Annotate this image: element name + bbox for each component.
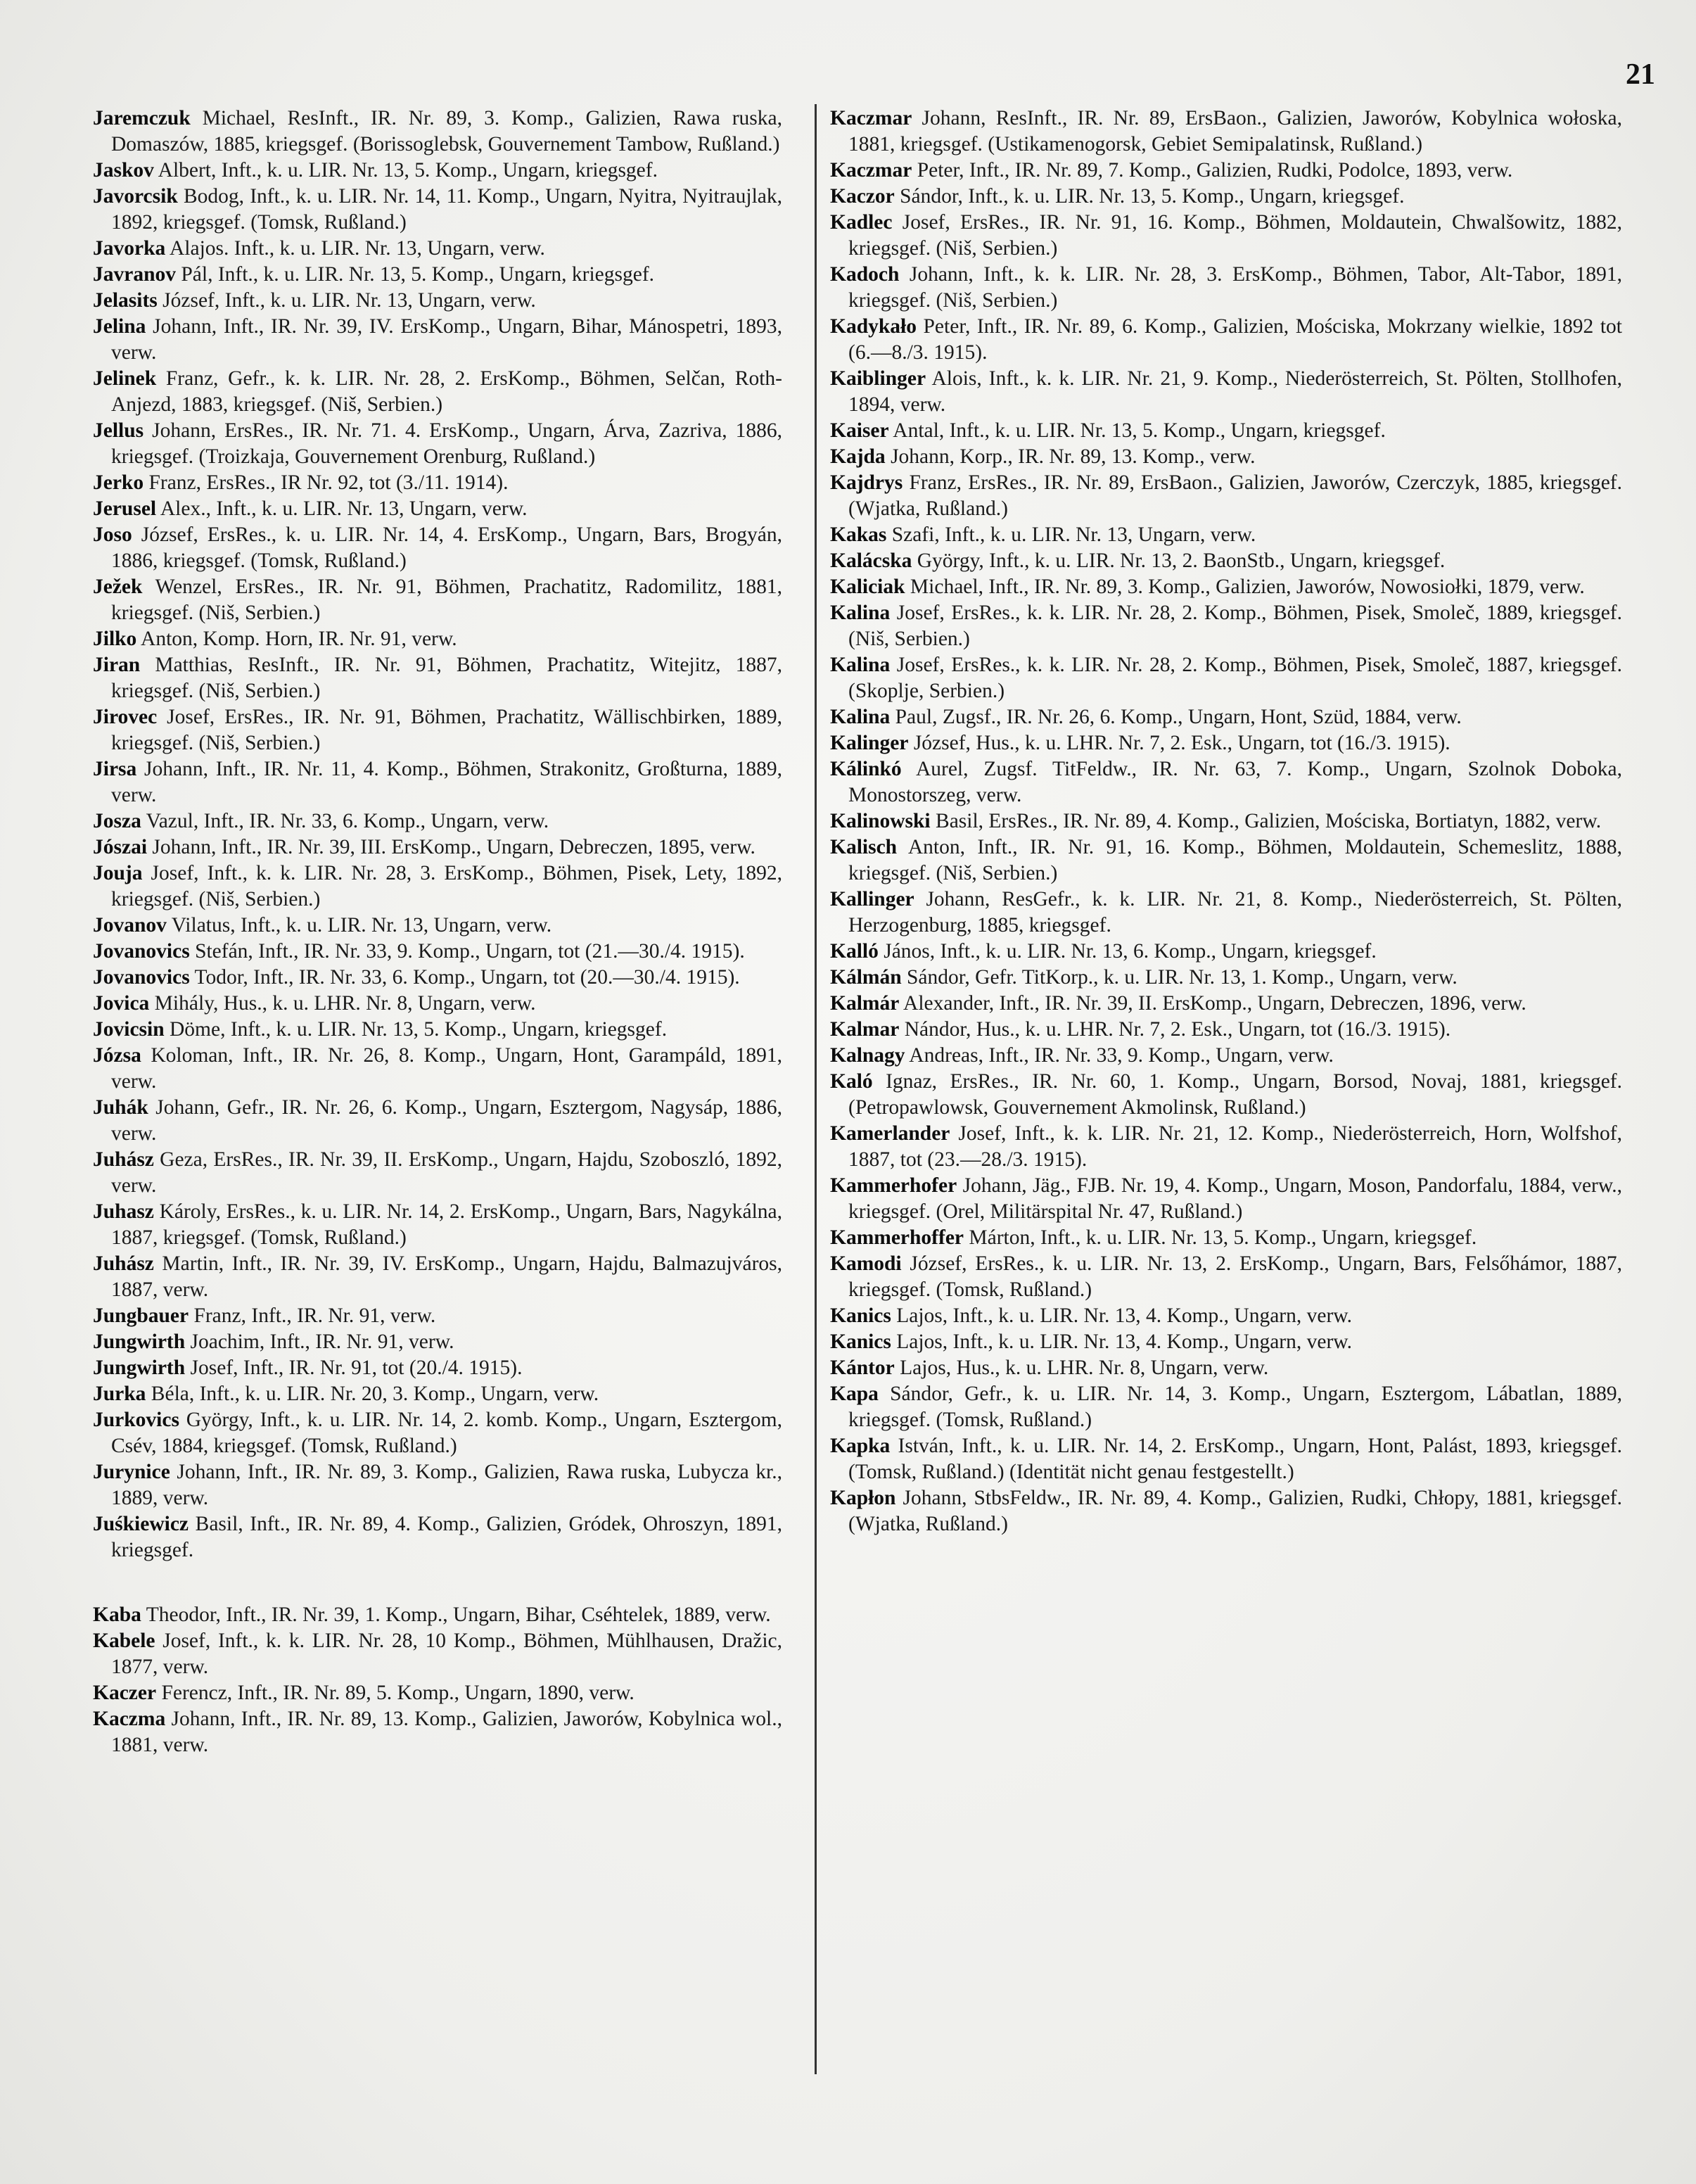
entry-details: Vilatus, Inft., k. u. LIR. Nr. 13, Ungarn, verw. <box>166 914 552 937</box>
column-divider <box>815 104 817 2074</box>
list-entry <box>93 808 782 834</box>
entry-surname: Kántor <box>830 1357 895 1379</box>
entry-surname: Jilko <box>93 628 137 650</box>
entry-details: Anton, Komp. Horn, IR. Nr. 91, verw. <box>136 628 457 650</box>
list-entry <box>830 444 1622 470</box>
entry-details: Károly, ErsRes., k. u. LIR. Nr. 14, 2. ErsKomp., Ungarn, Bars, Nagykálna, 1887, kriegsgef. (Tomsk, Rußland.) <box>111 1200 782 1249</box>
list-entry <box>93 626 782 652</box>
list-entry <box>93 236 782 262</box>
entry-surname: Józsa <box>93 1044 141 1067</box>
list-entry <box>93 574 782 626</box>
entry-surname: Javorcsik <box>93 185 178 208</box>
list-entry <box>93 314 782 366</box>
entry-surname: Kadykało <box>830 315 917 338</box>
entry-details: Alajos. Inft., k. u. LIR. Nr. 13, Ungarn, verw. <box>165 237 545 260</box>
entry-surname: Kalina <box>830 654 891 676</box>
entry-details: Johann, Jäg., FJB. Nr. 19, 4. Komp., Ungarn, Moson, Pandorfalu, 1884, verw., kriegsgef. (Orel, Militärspital Nr. 47, Rußland.) <box>848 1174 1622 1223</box>
list-entry <box>93 1706 782 1758</box>
entry-details: József, ErsRes., k. u. LIR. Nr. 14, 4. ErsKomp., Ungarn, Bars, Brogyán, 1886, kriegsgef. (Tomsk, Rußland.) <box>111 523 782 572</box>
entry-surname: Jurkovics <box>93 1409 179 1431</box>
entry-surname: Kalisch <box>830 836 898 858</box>
right-column <box>830 106 1622 1537</box>
entry-surname: Kammerhofer <box>830 1174 957 1197</box>
entry-details: Peter, Inft., IR. Nr. 89, 7. Komp., Galizien, Rudki, Podolce, 1893, verw. <box>912 159 1513 182</box>
list-entry <box>93 1199 782 1251</box>
entry-details: Sándor, Gefr., k. u. LIR. Nr. 14, 3. Komp., Ungarn, Esztergom, Lábatlan, 1889, kriegsgef. (Tomsk, Rußland.) <box>848 1383 1622 1431</box>
entry-details: Ignaz, ErsRes., IR. Nr. 60, 1. Komp., Ungarn, Borsod, Novaj, 1881, kriegsgef. (Petropawlowsk, Gouvernement Akmolinsk, Rußland.) <box>848 1070 1622 1119</box>
entry-details: Nándor, Hus., k. u. LHR. Nr. 7, 2. Esk., Ungarn, tot (16./3. 1915). <box>899 1018 1451 1041</box>
entry-details: Döme, Inft., k. u. LIR. Nr. 13, 5. Komp., Ungarn, kriegsgef. <box>164 1018 668 1041</box>
list-entry <box>93 1095 782 1147</box>
entry-details: Pál, Inft., k. u. LIR. Nr. 13, 5. Komp., Ungarn, kriegsgef. <box>176 263 655 286</box>
list-entry <box>830 1303 1622 1329</box>
entry-surname: Kapa <box>830 1383 879 1405</box>
list-entry <box>93 1303 782 1329</box>
list-entry <box>830 991 1622 1017</box>
entry-details: Josef, Inft., k. k. LIR. Nr. 21, 12. Komp., Niederösterreich, Horn, Wolfshof, 1887, tot (23.—28./3. 1915). <box>848 1122 1622 1171</box>
entry-details: Johann, Inft., IR. Nr. 89, 3. Komp., Galizien, Rawa ruska, Lubycza kr., 1889, verw. <box>111 1461 782 1509</box>
entry-surname: Kálmán <box>830 966 902 989</box>
list-entry <box>93 158 782 184</box>
entry-details: József, ErsRes., k. u. LIR. Nr. 13, 2. ErsKomp., Ungarn, Bars, Felsőhámor, 1887, kriegsgef. (Tomsk, Rußland.) <box>848 1252 1622 1301</box>
list-entry <box>93 262 782 288</box>
entry-details: Márton, Inft., k. u. LIR. Nr. 13, 5. Komp., Ungarn, kriegsgef. <box>964 1226 1477 1249</box>
entry-details: Sándor, Gefr. TitKorp., k. u. LIR. Nr. 13, 1. Komp., Ungarn, verw. <box>901 966 1458 989</box>
list-entry <box>93 496 782 522</box>
entry-details: Matthias, ResInft., IR. Nr. 91, Böhmen, Prachatitz, Witejitz, 1887, kriegsgef. (Niš, Serbien.) <box>111 654 782 702</box>
entry-details: Theodor, Inft., IR. Nr. 39, 1. Komp., Ungarn, Bihar, Cséhtelek, 1889, verw. <box>141 1604 771 1626</box>
list-entry <box>93 288 782 314</box>
entry-details: István, Inft., k. u. LIR. Nr. 14, 2. ErsKomp., Ungarn, Hont, Palást, 1893, kriegsgef. (Tomsk, Rußland.) (Identität nicht genau festgestellt.) <box>848 1435 1622 1483</box>
entry-surname: Juhász <box>93 1252 154 1275</box>
entry-details: Lajos, Inft., k. u. LIR. Nr. 13, 4. Komp., Ungarn, verw. <box>891 1331 1353 1353</box>
entry-surname: Kálinkó <box>830 758 902 780</box>
entry-surname: Kaiblinger <box>830 367 926 390</box>
entry-details: Franz, ErsRes., IR Nr. 92, tot (3./11. 1914). <box>144 471 509 494</box>
entry-details: Johann, Inft., IR. Nr. 89, 13. Komp., Galizien, Jaworów, Kobylnica wol., 1881, verw. <box>111 1708 782 1756</box>
list-entry <box>830 1121 1622 1173</box>
list-entry <box>93 522 782 574</box>
list-entry <box>830 1225 1622 1251</box>
entry-surname: Kamerlander <box>830 1122 950 1145</box>
section-gap <box>93 1563 782 1602</box>
list-entry <box>830 1381 1622 1433</box>
list-entry <box>93 1017 782 1043</box>
list-entry <box>93 1459 782 1511</box>
list-entry <box>93 834 782 861</box>
entry-surname: Jovanovics <box>93 940 190 963</box>
list-entry <box>93 965 782 991</box>
entry-details: Alois, Inft., k. k. LIR. Nr. 21, 9. Komp., Niederösterreich, St. Pölten, Stollhofen, 1894, verw. <box>848 367 1622 416</box>
entry-surname: Kalinger <box>830 732 909 754</box>
list-entry <box>830 600 1622 652</box>
entry-surname: Jiran <box>93 654 141 676</box>
entry-details: Szafi, Inft., k. u. LIR. Nr. 13, Ungarn, verw. <box>886 523 1256 546</box>
list-entry <box>830 366 1622 418</box>
entry-surname: Jellus <box>93 419 144 442</box>
entry-details: Koloman, Inft., IR. Nr. 26, 8. Komp., Ungarn, Hont, Garampáld, 1891, verw. <box>111 1044 782 1093</box>
entry-surname: Kaczor <box>830 185 895 208</box>
list-entry <box>830 1433 1622 1485</box>
list-entry <box>830 834 1622 887</box>
list-entry <box>93 106 782 158</box>
list-entry <box>93 1329 782 1355</box>
entry-surname: Jurynice <box>93 1461 170 1483</box>
entry-details: Basil, ErsRes., IR. Nr. 89, 4. Komp., Galizien, Mościska, Bortiatyn, 1882, verw. <box>930 810 1602 832</box>
page-number: 21 <box>1626 58 1655 91</box>
entry-surname: Kaczma <box>93 1708 166 1730</box>
entry-details: Michael, Inft., IR. Nr. 89, 3. Komp., Galizien, Jaworów, Nowosiołki, 1879, verw. <box>905 576 1585 598</box>
list-entry <box>830 652 1622 704</box>
entry-details: Sándor, Inft., k. u. LIR. Nr. 13, 5. Komp., Ungarn, kriegsgef. <box>894 185 1405 208</box>
entry-surname: Jungwirth <box>93 1357 186 1379</box>
entry-details: Josef, ErsRes., IR. Nr. 91, 16. Komp., Böhmen, Moldautein, Chwalšowitz, 1882, kriegsgef. (Niš, Serbien.) <box>848 211 1622 260</box>
entry-surname: Kalmár <box>830 992 900 1015</box>
entry-surname: Jerko <box>93 471 144 494</box>
list-entry <box>830 756 1622 808</box>
list-entry <box>93 1251 782 1303</box>
list-entry <box>830 965 1622 991</box>
list-entry <box>830 262 1622 314</box>
entry-details: Franz, Gefr., k. k. LIR. Nr. 28, 2. ErsKomp., Böhmen, Selčan, Roth-Anjezd, 1883, kriegsgef. (Niš, Serbien.) <box>111 367 782 416</box>
list-entry <box>830 418 1622 444</box>
list-entry <box>93 1043 782 1095</box>
list-entry <box>830 730 1622 756</box>
entry-surname: Kabele <box>93 1630 155 1652</box>
list-entry <box>830 210 1622 262</box>
entry-surname: Kaba <box>93 1604 141 1626</box>
list-entry <box>830 1355 1622 1381</box>
entry-surname: Jungwirth <box>93 1331 186 1353</box>
entry-details: Alexander, Inft., IR. Nr. 39, II. ErsKomp., Ungarn, Debreczen, 1896, verw. <box>899 992 1526 1015</box>
entry-surname: Kalinowski <box>830 810 931 832</box>
entry-details: Josef, Inft., IR. Nr. 91, tot (20./4. 1915). <box>185 1357 523 1379</box>
list-entry <box>93 1407 782 1459</box>
list-entry <box>830 1069 1622 1121</box>
entry-surname: Kapłon <box>830 1487 896 1509</box>
entry-surname: Kamodi <box>830 1252 902 1275</box>
entry-surname: Kajdrys <box>830 471 903 494</box>
entry-surname: Jovica <box>93 992 150 1015</box>
list-entry <box>830 470 1622 522</box>
entry-details: Johann, Gefr., IR. Nr. 26, 6. Komp., Ungarn, Esztergom, Nagysáp, 1886, verw. <box>111 1096 782 1145</box>
entry-details: Franz, Inft., IR. Nr. 91, verw. <box>189 1304 436 1327</box>
entry-surname: Jungbauer <box>93 1304 189 1327</box>
entry-surname: Jouja <box>93 862 143 884</box>
entry-details: Anton, Inft., IR. Nr. 91, 16. Komp., Böhmen, Moldautein, Schemeslitz, 1888, kriegsgef. (Niš, Serbien.) <box>848 836 1622 884</box>
list-entry <box>93 366 782 418</box>
list-entry <box>830 808 1622 834</box>
list-entry <box>830 184 1622 210</box>
entry-surname: Kalmar <box>830 1018 900 1041</box>
entry-details: Josef, Inft., k. k. LIR. Nr. 28, 3. ErsKomp., Böhmen, Pisek, Lety, 1892, kriegsgef. (Niš, Serbien.) <box>111 862 782 910</box>
entry-surname: Jirovec <box>93 706 158 728</box>
entry-details: Josef, ErsRes., IR. Nr. 91, Böhmen, Prachatitz, Wällischbirken, 1889, kriegsgef. (Niš, Serbien.) <box>111 706 782 754</box>
entry-details: Ferencz, Inft., IR. Nr. 89, 5. Komp., Ungarn, 1890, verw. <box>156 1682 635 1704</box>
list-entry <box>93 1147 782 1199</box>
entry-surname: Ježek <box>93 576 143 598</box>
entry-details: Josef, ErsRes., k. k. LIR. Nr. 28, 2. Komp., Böhmen, Pisek, Smoleč, 1887, kriegsgef. (Skoplje, Serbien.) <box>848 654 1622 702</box>
entry-surname: Kadoch <box>830 263 900 286</box>
list-entry <box>93 1628 782 1680</box>
entry-surname: Kaiser <box>830 419 889 442</box>
entry-surname: Joso <box>93 523 132 546</box>
entry-details: Johann, Inft., k. k. LIR. Nr. 28, 3. ErsKomp., Böhmen, Tabor, Alt-Tabor, 1891, kriegsgef. (Niš, Serbien.) <box>848 263 1622 312</box>
entry-surname: Kallinger <box>830 888 914 910</box>
list-entry <box>830 887 1622 939</box>
list-entry <box>93 704 782 756</box>
entry-details: Johann, Inft., IR. Nr. 11, 4. Komp., Böhmen, Strakonitz, Großturna, 1889, verw. <box>111 758 782 806</box>
entry-details: Johann, Inft., IR. Nr. 39, III. ErsKomp., Ungarn, Debreczen, 1895, verw. <box>147 836 755 858</box>
list-entry <box>93 652 782 704</box>
list-entry <box>830 522 1622 548</box>
entry-surname: Kaczer <box>93 1682 157 1704</box>
list-entry <box>93 184 782 236</box>
entry-details: György, Inft., k. u. LIR. Nr. 13, 2. BaonStb., Ungarn, kriegsgef. <box>912 550 1446 572</box>
entry-surname: Jirsa <box>93 758 137 780</box>
list-entry <box>830 574 1622 600</box>
entry-surname: Kaliciak <box>830 576 905 598</box>
entry-details: Stefán, Inft., IR. Nr. 33, 9. Komp., Ungarn, tot (21.—30./4. 1915). <box>189 940 745 963</box>
entry-surname: Juhász <box>93 1148 154 1171</box>
entry-surname: Kadlec <box>830 211 893 234</box>
entry-surname: Juhasz <box>93 1200 154 1223</box>
entry-surname: Kajda <box>830 445 886 468</box>
entry-details: Wenzel, ErsRes., IR. Nr. 91, Böhmen, Prachatitz, Radomilitz, 1881, kriegsgef. (Niš, Serbien.) <box>111 576 782 624</box>
entry-details: József, Inft., k. u. LIR. Nr. 13, Ungarn, verw. <box>157 289 536 312</box>
entry-details: György, Inft., k. u. LIR. Nr. 14, 2. komb. Komp., Ungarn, Esztergom, Csév, 1884, kriegsgef. (Tomsk, Rußland.) <box>111 1409 782 1457</box>
entry-surname: Jurka <box>93 1383 146 1405</box>
list-entry <box>93 913 782 939</box>
entry-details: Joachim, Inft., IR. Nr. 91, verw. <box>185 1331 454 1353</box>
entry-surname: Jovanovics <box>93 966 190 989</box>
list-entry <box>93 418 782 470</box>
list-entry <box>93 1680 782 1706</box>
list-entry <box>830 1485 1622 1537</box>
entry-surname: Kakas <box>830 523 887 546</box>
list-entry <box>830 1251 1622 1303</box>
list-entry <box>830 548 1622 574</box>
entry-surname: Kammerhoffer <box>830 1226 964 1249</box>
entry-details: Basil, Inft., IR. Nr. 89, 4. Komp., Galizien, Gródek, Ohroszyn, 1891, kriegsgef. <box>111 1513 782 1561</box>
list-entry <box>830 314 1622 366</box>
entry-surname: Kapka <box>830 1435 891 1457</box>
entry-surname: Kaló <box>830 1070 873 1093</box>
entry-surname: Jelinek <box>93 367 157 390</box>
entry-details: Albert, Inft., k. u. LIR. Nr. 13, 5. Komp., Ungarn, kriegsgef. <box>153 159 658 182</box>
entry-surname: Kalina <box>830 602 891 624</box>
entry-surname: Jovicsin <box>93 1018 165 1041</box>
entry-details: Todor, Inft., IR. Nr. 33, 6. Komp., Ungarn, tot (20.—30./4. 1915). <box>189 966 740 989</box>
entry-details: Michael, ResInft., IR. Nr. 89, 3. Komp., Galizien, Rawa ruska, Domaszów, 1885, kriegsgef. (Borissoglebsk, Gouvernement Tambow, Rußland.) <box>111 107 782 155</box>
left-column <box>93 106 782 1758</box>
entry-surname: Kalácska <box>830 550 912 572</box>
entry-details: Franz, ErsRes., IR. Nr. 89, ErsBaon., Galizien, Jaworów, Czerczyk, 1885, kriegsgef. (Wjatka, Rußland.) <box>848 471 1622 520</box>
entry-surname: Kaczmar <box>830 159 912 182</box>
entry-details: Geza, ErsRes., IR. Nr. 39, II. ErsKomp., Ungarn, Hajdu, Szoboszló, 1892, verw. <box>111 1148 782 1197</box>
entry-details: János, Inft., k. u. LIR. Nr. 13, 6. Komp., Ungarn, kriegsgef. <box>878 940 1377 963</box>
list-entry <box>830 1329 1622 1355</box>
list-entry <box>93 991 782 1017</box>
entry-surname: Jelina <box>93 315 146 338</box>
entry-details: Alex., Inft., k. u. LIR. Nr. 13, Ungarn, verw. <box>156 497 528 520</box>
list-entry <box>93 939 782 965</box>
entry-details: Paul, Zugsf., IR. Nr. 26, 6. Komp., Ungarn, Hont, Szüd, 1884, verw. <box>890 706 1462 728</box>
list-entry <box>830 1173 1622 1225</box>
entry-details: Lajos, Inft., k. u. LIR. Nr. 13, 4. Komp., Ungarn, verw. <box>891 1304 1353 1327</box>
entry-details: Johann, Inft., IR. Nr. 39, IV. ErsKomp., Ungarn, Bihar, Mánospetri, 1893, verw. <box>111 315 782 364</box>
entry-details: Johann, ErsRes., IR. Nr. 71. 4. ErsKomp., Ungarn, Árva, Zazriva, 1886, kriegsgef. (Troizkaja, Gouvernement Orenburg, Rußland.) <box>111 419 782 468</box>
entry-surname: Jaremczuk <box>93 107 191 129</box>
entry-surname: Josza <box>93 810 141 832</box>
entry-surname: Jovanov <box>93 914 167 937</box>
entry-details: Johann, ResGefr., k. k. LIR. Nr. 21, 8. Komp., Niederösterreich, St. Pölten, Herzogenburg, 1885, kriegsgef. <box>848 888 1622 937</box>
entry-details: Johann, StbsFeldw., IR. Nr. 89, 4. Komp., Galizien, Rudki, Chłopy, 1881, kriegsgef. (Wjatka, Rußland.) <box>848 1487 1622 1535</box>
entry-surname: Kalnagy <box>830 1044 905 1067</box>
list-entry <box>830 158 1622 184</box>
entry-surname: Juhák <box>93 1096 148 1119</box>
entry-details: Andreas, Inft., IR. Nr. 33, 9. Komp., Ungarn, verw. <box>905 1044 1334 1067</box>
list-entry <box>93 1381 782 1407</box>
entry-surname: Kanics <box>830 1331 891 1353</box>
entry-surname: Kalló <box>830 940 879 963</box>
list-entry <box>830 1043 1622 1069</box>
entry-details: Antal, Inft., k. u. LIR. Nr. 13, 5. Komp., Ungarn, kriegsgef. <box>888 419 1386 442</box>
entry-details: Bodog, Inft., k. u. LIR. Nr. 14, 11. Komp., Ungarn, Nyitra, Nyitraujlak, 1892, kriegsgef. (Tomsk, Rußland.) <box>111 185 782 234</box>
entry-details: Vazul, Inft., IR. Nr. 33, 6. Komp., Ungarn, verw. <box>141 810 549 832</box>
entry-details: Martin, Inft., IR. Nr. 39, IV. ErsKomp., Ungarn, Hajdu, Balmazujváros, 1887, verw. <box>111 1252 782 1301</box>
list-entry <box>830 1017 1622 1043</box>
entry-details: Johann, ResInft., IR. Nr. 89, ErsBaon., Galizien, Jaworów, Kobylnica wołoska, 1881, kriegsgef. (Ustikamenogorsk, Gebiet Semipalatinsk, Rußland.) <box>848 107 1622 155</box>
entry-details: Mihály, Hus., k. u. LHR. Nr. 8, Ungarn, verw. <box>149 992 536 1015</box>
entry-surname: Juśkiewicz <box>93 1513 189 1535</box>
entry-surname: Kanics <box>830 1304 891 1327</box>
entry-details: Aurel, Zugsf. TitFeldw., IR. Nr. 63, 7. Komp., Ungarn, Szolnok Doboka, Monostorszeg, verw. <box>848 758 1622 806</box>
list-entry <box>830 704 1622 730</box>
list-entry <box>93 1602 782 1628</box>
entry-surname: Jaskov <box>93 159 154 182</box>
entry-details: József, Hus., k. u. LHR. Nr. 7, 2. Esk., Ungarn, tot (16./3. 1915). <box>908 732 1450 754</box>
list-entry <box>93 1355 782 1381</box>
entry-surname: Jószai <box>93 836 148 858</box>
entry-surname: Kaczmar <box>830 107 912 129</box>
entry-surname: Jerusel <box>93 497 157 520</box>
list-entry <box>93 470 782 496</box>
entry-surname: Javorka <box>93 237 166 260</box>
entry-details: Lajos, Hus., k. u. LHR. Nr. 8, Ungarn, verw. <box>894 1357 1269 1379</box>
entry-details: Johann, Korp., IR. Nr. 89, 13. Komp., verw. <box>885 445 1256 468</box>
list-entry <box>830 939 1622 965</box>
entry-surname: Jelasits <box>93 289 158 312</box>
entry-details: Josef, Inft., k. k. LIR. Nr. 28, 10 Komp., Böhmen, Mühlhausen, Dražic, 1877, verw. <box>111 1630 782 1678</box>
list-entry <box>93 756 782 808</box>
entry-details: Josef, ErsRes., k. k. LIR. Nr. 28, 2. Komp., Böhmen, Pisek, Smoleč, 1889, kriegsgef. (Niš, Serbien.) <box>848 602 1622 650</box>
entry-details: Peter, Inft., IR. Nr. 89, 6. Komp., Galizien, Mościska, Mokrzany wielkie, 1892 tot (6.—8./3. 1915). <box>848 315 1622 364</box>
entry-surname: Javranov <box>93 263 176 286</box>
list-entry <box>93 861 782 913</box>
list-entry <box>830 106 1622 158</box>
entry-surname: Kalina <box>830 706 891 728</box>
list-entry <box>93 1511 782 1563</box>
entry-details: Béla, Inft., k. u. LIR. Nr. 20, 3. Komp., Ungarn, verw. <box>146 1383 599 1405</box>
